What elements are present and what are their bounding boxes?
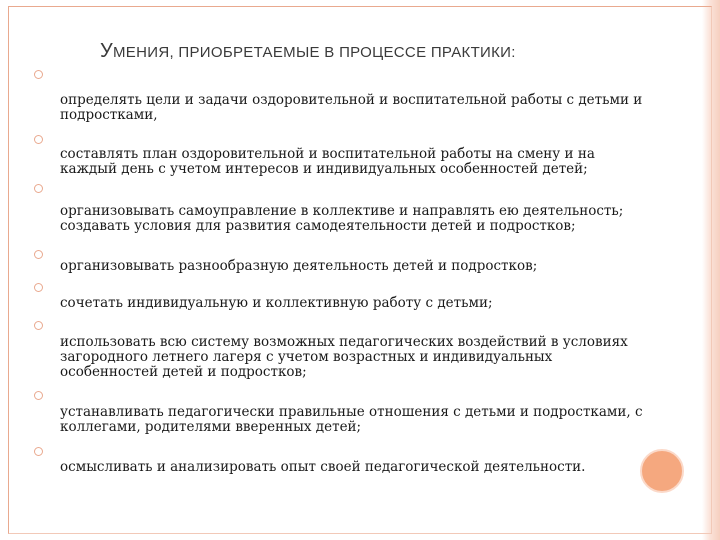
bullet-circle-icon — [34, 135, 43, 144]
bullet-circle-icon — [34, 391, 43, 400]
bullet-item: устанавливать педагогически правильные отношения с детьми и подростками, с коллегами, родителями вверенных детей; — [60, 404, 643, 435]
bullet-item: организовывать самоуправление в коллективе и направлять ею деятельность; создавать условия для развития самодеятельности детей и подростков; — [60, 203, 624, 234]
bullet-item: составлять план оздоровительной и воспитательной работы на смену и на каждый день с учетом интересов и индивидуальных особенностей детей; — [60, 146, 595, 177]
bullet-item: использовать всю систему возможных педагогических воздействий в условиях загородного летнего лагеря с учетом возрастных и индивидуальных особенностей детей и подростков; — [60, 334, 628, 380]
decorative-circle — [640, 449, 684, 493]
bullet-item: осмысливать и анализировать опыт своей педагогической деятельности. — [60, 459, 586, 475]
bullet-circle-icon — [34, 250, 43, 259]
bullet-item: сочетать индивидуальную и коллективную работу с детьми; — [60, 295, 493, 311]
bullet-item: организовывать разнообразную деятельность детей и подростков; — [60, 258, 538, 274]
bullet-circle-icon — [34, 70, 43, 79]
bullet-circle-icon — [34, 283, 43, 292]
bullet-item: определять цели и задачи оздоровительной и воспитательной работы с детьми и подростками, — [60, 92, 643, 123]
bullet-circle-icon — [34, 447, 43, 456]
bullet-circle-icon — [34, 184, 43, 193]
title-rest: МЕНИЯ, ПРИОБРЕТАЕМЫЕ В ПРОЦЕССЕ ПРАКТИКИ: — [113, 44, 516, 61]
bullet-circle-icon — [34, 321, 43, 330]
title-first-letter: У — [100, 40, 114, 62]
